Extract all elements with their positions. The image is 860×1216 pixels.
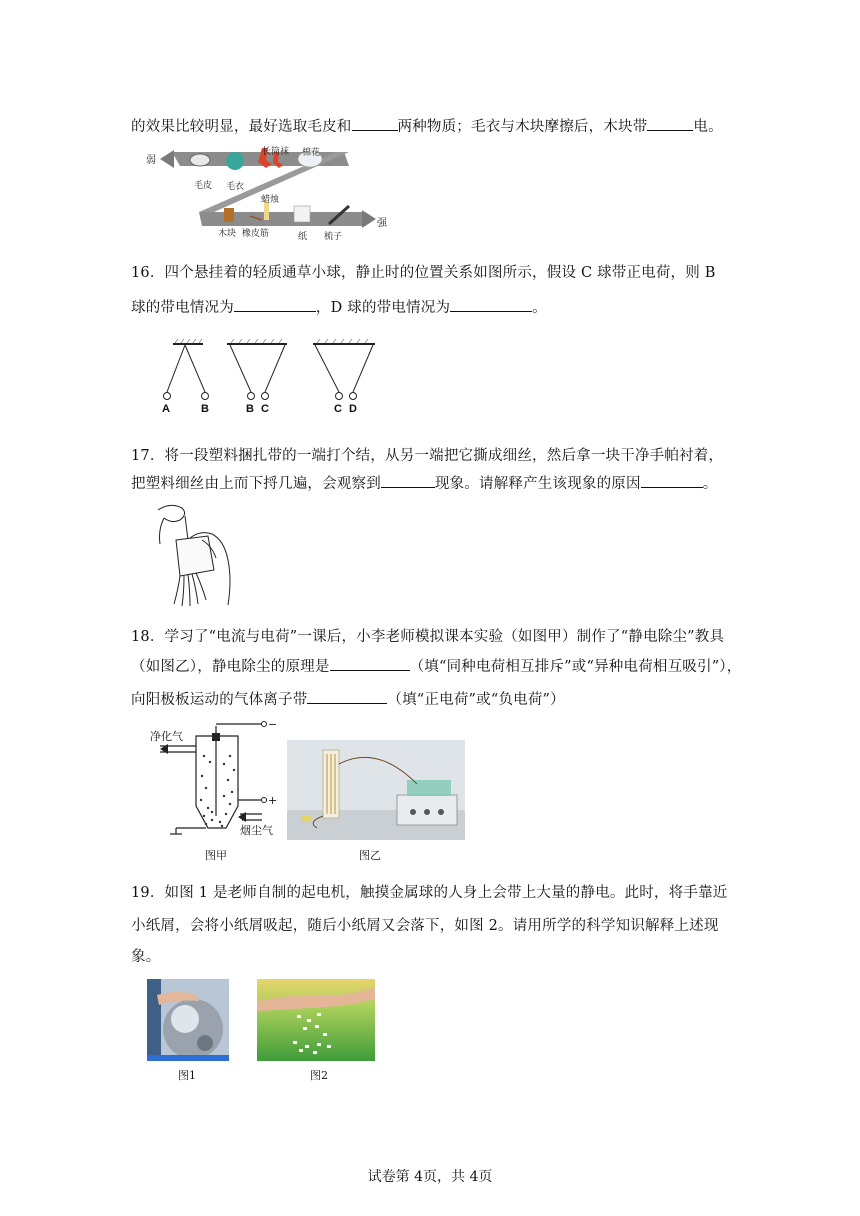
- q15-line-1: [131, 115, 723, 136]
- item-label-wood: 木块: [218, 229, 237, 239]
- q19-line-2: 小纸屑，会将小纸屑吸起，随后小纸屑又会落下，如图 2。请用所学的科学知识解释上述现: [131, 918, 719, 934]
- q18-text-c: 向阳极板运动的气体离子带: [131, 692, 308, 708]
- teaching-aid-photo: [287, 740, 465, 840]
- q16-text-b: ，D 球的带电情况为: [315, 300, 451, 316]
- figure-caption-jia: 图甲: [205, 849, 227, 862]
- electrostatic-generator-photo: [147, 979, 229, 1061]
- q16-blank-2[interactable]: [450, 297, 532, 312]
- q18-text-b: （填“同种电荷相互排斥”或“异种电荷相互吸引”），: [409, 659, 742, 675]
- weak-label: 弱: [146, 155, 156, 166]
- ball-label-d: D: [349, 403, 357, 415]
- ball-label-a: A: [162, 403, 170, 415]
- item-label-sweater: 毛衣: [226, 182, 245, 192]
- q19-line-1: 19．如图 1 是老师自制的起电机，触摸金属球的人身上会带上大量的静电。此时，将手靠近: [131, 885, 728, 901]
- q15-text-b: 两种物质；毛衣与木块摩擦后，木块带: [397, 119, 648, 135]
- q18-line-1: 18．学习了“电流与电荷”一课后，小李老师模拟课本实验（如图甲）制作了“静电除尘”教具: [131, 629, 725, 645]
- q18-text-a: （如图乙），静电除尘的原理是: [131, 659, 330, 675]
- q15-text-c: 电。: [693, 119, 723, 135]
- clean-air-label: 净化气: [150, 730, 183, 743]
- triboelectric-series-figure: [144, 144, 394, 244]
- q17-text-b: 现象。请解释产生该现象的原因: [434, 476, 641, 492]
- ball-label-b2: B: [246, 403, 254, 415]
- strong-label: 强: [377, 218, 387, 229]
- ball-label-c2: C: [334, 403, 342, 415]
- hanging-balls-figure: [155, 336, 385, 416]
- q16-line-1: 16．四个悬挂着的轻质通草小球，静止时的位置关系如图所示，假设 C 球带正电荷，则 B: [131, 265, 716, 281]
- item-label-candle: 蜡烛: [261, 195, 280, 205]
- ball-label-b1: B: [201, 403, 209, 415]
- q17-blank-2[interactable]: [641, 473, 703, 488]
- item-label-rubber-band: 橡皮筋: [242, 229, 270, 239]
- q18-blank-2[interactable]: [307, 689, 387, 704]
- figure-caption-yi: 图乙: [359, 849, 381, 862]
- q16-line-2: [131, 296, 547, 317]
- minus-terminal-label: −: [268, 718, 278, 731]
- q19-line-3: 象。: [131, 949, 161, 965]
- q15-blank-1[interactable]: [352, 116, 398, 131]
- precipitator-diagram: [146, 716, 282, 836]
- q18-line-2: [131, 655, 741, 676]
- item-label-cotton: 棉花: [302, 148, 321, 158]
- figure-caption-1: 图1: [178, 1069, 196, 1082]
- plastic-strands-figure: [150, 500, 235, 610]
- paper-scraps-photo: [257, 979, 375, 1061]
- q18-blank-1[interactable]: [330, 656, 410, 671]
- item-label-stocking: 长筒袜: [262, 147, 290, 157]
- item-label-comb: 梳子: [324, 232, 343, 242]
- dust-gas-label: 烟尘气: [240, 824, 273, 836]
- q17-line-1: 17．将一段塑料捆扎带的一端打个结，从另一端把它撕成细丝，然后拿一块干净手帕衬着，: [131, 448, 724, 464]
- q15-text-a: 的效果比较明显，最好选取毛皮和: [131, 119, 352, 135]
- q15-blank-2[interactable]: [647, 116, 693, 131]
- ball-label-c1: C: [261, 403, 269, 415]
- q18-text-d: （填“正电荷”或“负电荷”）: [387, 692, 565, 708]
- figure-caption-2: 图2: [310, 1069, 328, 1082]
- q16-text-a: 球的带电情况为: [131, 300, 234, 316]
- plus-terminal-label: +: [268, 794, 278, 807]
- q17-line-2: [131, 472, 717, 493]
- q17-text-c: 。: [702, 476, 718, 492]
- item-label-paper: 纸: [298, 232, 308, 242]
- q16-blank-1[interactable]: [234, 297, 316, 312]
- q17-text-a: 把塑料细丝由上而下捋几遍，会观察到: [131, 476, 381, 492]
- q18-line-3: [131, 688, 565, 709]
- page-footer: 试卷第 4页，共 4页: [367, 1169, 493, 1185]
- q17-blank-1[interactable]: [381, 473, 435, 488]
- q16-text-c: 。: [532, 300, 547, 316]
- item-label-fur: 毛皮: [194, 181, 213, 191]
